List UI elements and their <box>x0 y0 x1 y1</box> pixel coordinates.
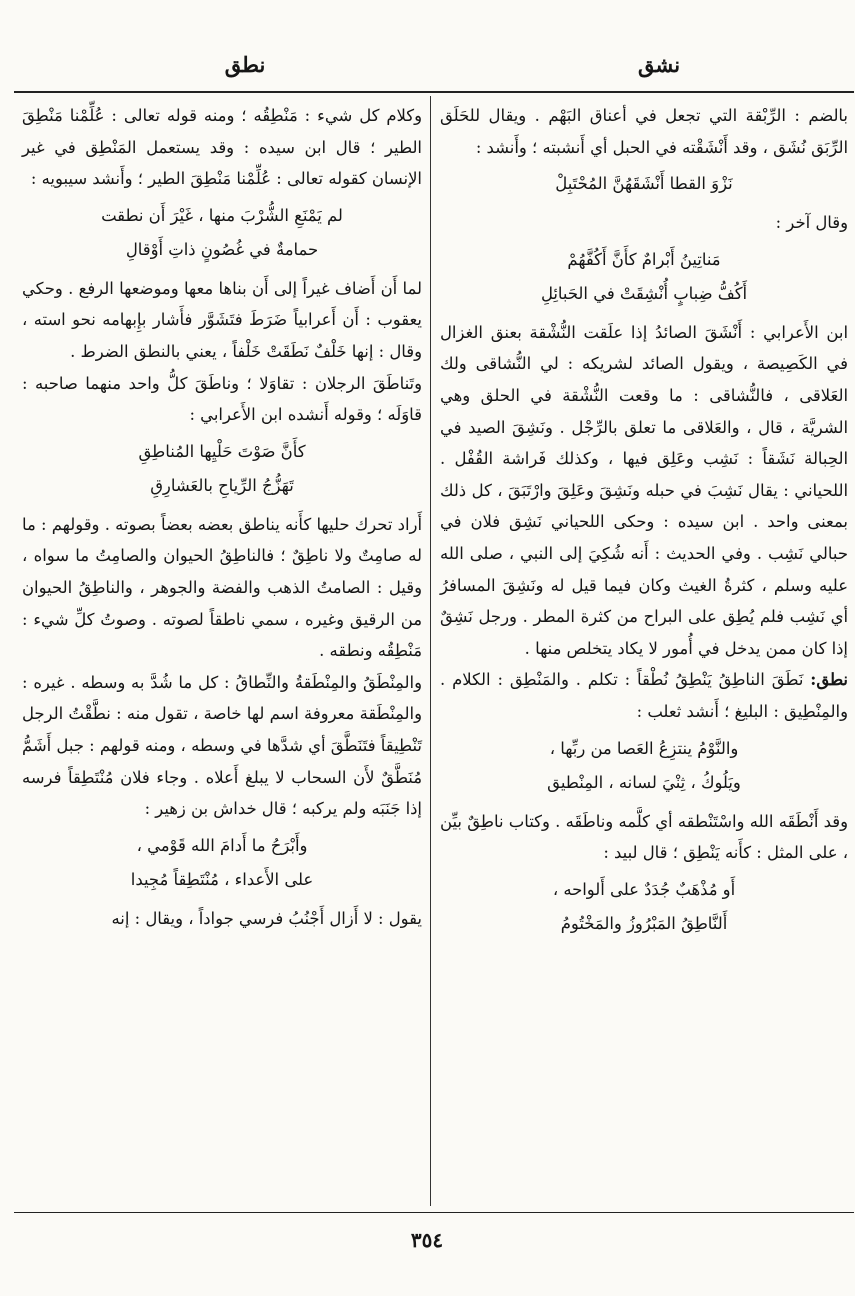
verse <box>22 199 422 267</box>
verse <box>440 873 848 941</box>
paragraph: وقال آخر : <box>775 213 848 233</box>
verse-line: لم يَمْنَعِ الشُّرْبَ منها ، غَيْرَ أَن نطقت <box>101 205 343 225</box>
running-head-left: نطق <box>224 52 266 77</box>
paragraph: وقد أَنْطَقَه الله واسْتَنْطقه أي كلَّمه وناطَقَه . وكتاب ناطِقٌ بيِّن ، على المثل : كأَنه يَنْطِق ؛ قال لبيد : <box>440 811 848 863</box>
entry-text: نَطَقَ الناطِقُ يَنْطِقُ نُطْقاً : تكلم . والمَنْطِق : الكلام . والمِنْطِيق : البليغ ؛ أَنشد ثعلب : <box>440 670 848 721</box>
running-head-right: نشق <box>637 52 681 77</box>
verse <box>440 732 848 800</box>
verse <box>440 167 848 201</box>
verse-line: كأَنَّ صَوْتَ حَلْيِها المُناطِقِ <box>138 441 306 461</box>
verse-line: مَناتِينُ أَبْرامٌ كأَنَّ أَكُفَّهُمْ <box>567 249 721 269</box>
page-number: ٣٥٤ <box>410 1228 444 1252</box>
verse-line: على الأَعداء ، مُنْتَطِقاً مُجِيدا <box>130 869 314 889</box>
verse-line: نَزْوَ القطا أَنْشَقَهُنَّ المُحْتَبِلْ <box>555 174 733 194</box>
verse-line: والنَّوْمُ ينتزِعُ العَصا من ربِّها ، <box>549 738 739 758</box>
right-column <box>440 100 848 947</box>
verse-line: أَكُفُّ ضِبابٍ أُنْشِقَتْ في الحَبائِلِ <box>540 283 748 303</box>
paragraph: وتَناطَقَ الرجلان : تقاوَلا ؛ وناطَقَ كلُّ واحد منهما صاحبه : قاوَلَه ؛ وقوله أَنشده ابن الأَعرابي : <box>22 373 422 425</box>
verse <box>22 829 422 897</box>
paragraph: بالضم : الرِّبْقة التي تجعل في أعناق البَهْم . ويقال للحَلَق الرِّبَق نُشَق ، وقد أَنْشَقْته في الحبل أي أَنشبته ؛ وأَنشد : <box>440 106 848 157</box>
column-divider <box>430 96 431 1206</box>
verse <box>22 435 422 503</box>
verse-line: تَهَزُّجُ الرِّياحِ بالعَشارِقِ <box>150 475 294 495</box>
paragraph: وكلام كل شيء : مَنْطِقُه ؛ ومنه قوله تعالى : عُلِّمْنا مَنْطِقَ الطير ؛ قال ابن سيده : وقد يستعمل المَنْطِق في غير الإنسان كقوله تعالى : عُلِّمْنا مَنْطِقَ الطير ؛ وأَنشد سيبويه : <box>22 106 422 189</box>
entry-headword: نطق: <box>810 670 848 690</box>
entry-paragraph <box>440 664 848 727</box>
verse-line: ويَلُوكُ ، ثِنْيَ لسانه ، المِنْطيق <box>547 772 741 792</box>
paragraph: والمِنْطَقُ والمِنْطَقةُ والنِّطاقُ : كل ما شُدَّ به وسطه . غيره : والمِنْطَقة معروفة اسم لها خاصة ، تقول منه : نطَّقْتُ الرجل تَنْطِيقاً فتَنَطَّقَ أي شدَّها في وسطه ، ومنه قولهم : جبل أَشَمُّ مُنَطَّقٌ لأَن السحاب لا يبلغ أَعلاه . وجاء فلان مُنْتَطِقاً فرسه إذا جَنَبَه ولم يركبه ؛ قال خداش بن زهير : <box>22 672 422 819</box>
verse-line: أَلنَّاطِقُ المَبْرُوزُ والمَخْتُومُ <box>560 913 728 933</box>
verse-line: حمامةٌ في غُصُونٍ ذاتِ أَوْقالِ <box>125 239 319 259</box>
verse <box>440 243 848 311</box>
top-rule <box>14 91 854 93</box>
verse-line: وأَبْرَحُ ما أَدامَ الله قَوْمي ، <box>136 835 308 855</box>
left-column <box>22 100 422 934</box>
paragraph: لما أَن أَضاف غيراً إلى أَن بناها معها وموضعها الرفع . وحكي يعقوب : أَن أَعرابياً ضَرَطَ فتَشَوَّر فأَشار بإِبهامه نحو استه ، وقال : إنها خَلْفٌ نَطَقَتْ خَلْفاً ، يعني بالنطق الضرط . <box>22 278 422 361</box>
verse-line: أَو مُذْهَبٌ جُدَدٌ على أَلواحه ، <box>552 879 736 899</box>
paragraph: يقول : لا أَزال أَجْنُبُ فرسي جواداً ، ويقال : إنه <box>111 908 422 928</box>
paragraph: ابن الأَعرابي : أَنْشَقَ الصائدُ إذا علَقت النُّشْقة بعنق الغزال في الكَصِيصة ، ويقول الصائد لشريكه : لي النُّشاقى ولك العَلاقى ، فالنُّشاقى : ما وقعت النُّشْقة في الحلق وهي الشريَّة ، قال ، والعَلاقى ما تعلق بالرِّجْل . ونَشِقَ الصيد في الحِبالة نَشَقاً : نَشِب وعَلِق فيها ، وكذلك فَراشة القُفْل . اللحياني : يقال نَشِبَ في حبله ونَشِقَ وعَلِقَ وارْتَبَقَ ، كل ذلك بمعنى واحد . ابن سيده : وحكى اللحياني نَشِق فلان في حبالي نَشِب . وفي الحديث : أَنه شُكِيَ إلى النبي ، صلى الله عليه وسلم ، كثرةُ الغيث وكان فيما قيل له ونَشِقَ المسافرُ أي نَشِب فلم يُطِق على البراح من كثرة المطر . ورجل نَشِقٌ إذا كان ممن يدخل في أُمور لا يكاد يتخلص منها . <box>440 322 848 658</box>
paragraph: أَراد تحرك حليها كأَنه يناطق بعضه بعضاً بصوته . وقولهم : ما له صامِتٌ ولا ناطِقٌ ؛ فالناطِقُ الحيوان والصامِتُ ما سواه ، وقيل : الصامتُ الذهب والفضة والجوهر ، والناطِقُ الحيوان من الرقيق وغيره ، سمي ناطقاً لصوته . وصوتُ كلِّ شيء : مَنْطِقُه ونطقه . <box>22 514 422 661</box>
bottom-rule <box>14 1212 854 1213</box>
